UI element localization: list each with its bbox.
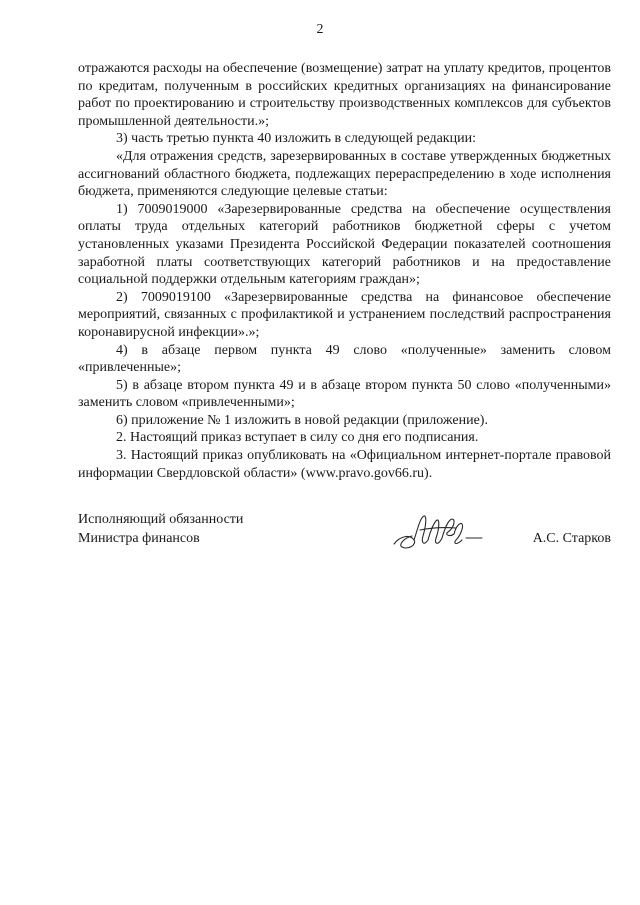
paragraph-quote-intro: «Для отражения средств, зарезервированных в составе утвержденных бюджетных ассигнований областного бюджета, подлежащих перераспределению в ходе исполнения бюджета, применяются следующие целевые статьи: bbox=[78, 148, 611, 200]
document-body bbox=[78, 60, 611, 482]
signatory-position-line1: Исполняющий обязанности bbox=[78, 512, 244, 527]
signatory-position bbox=[78, 510, 243, 548]
handwritten-signature bbox=[390, 510, 500, 554]
paragraph-item-6: 6) приложение № 1 изложить в новой редакции (приложение). bbox=[116, 412, 488, 428]
paragraph-item-4: 4) в абзаце первом пункта 49 слово «полученные» заменить словом «привлеченные»; bbox=[78, 342, 611, 376]
paragraph-clause-3: 3. Настоящий приказ опубликовать на «Официальном интернет-портале правовой информации Свердловской области» (www.pravo.gov66.ru). bbox=[78, 448, 611, 481]
paragraph-item-5: 5) в абзаце втором пункта 49 и в абзаце втором пункта 50 слово «полученными» заменить словом «привлеченными»; bbox=[78, 377, 611, 411]
paragraph-target-article-1: 1) 7009019000 «Зарезервированные средства на обеспечение осуществления оплаты труда отдельных категорий работников бюджетной сферы с учетом установленных указами Президента Российской Федерации показателей соотношения заработной платы соответствующих категорий работников и на предоставление социальной поддержки отдельным категориям граждан»; bbox=[78, 201, 611, 288]
signatory-name: А.С. Старков bbox=[532, 531, 611, 546]
signature-block bbox=[78, 510, 611, 560]
signatory-position-line2: Министра финансов bbox=[78, 531, 200, 546]
paragraph-continuation: отражаются расходы на обеспечение (возмещение) затрат на уплату кредитов, процентов по кредитам, полученным в российских кредитных организациях на финансирование работ по проектированию и строительству производственных комплексов для субъектов промышленной деятельности.»; bbox=[78, 61, 611, 129]
paragraph-clause-2: 2. Настоящий приказ вступает в силу со дня его подписания. bbox=[116, 430, 479, 446]
paragraph-target-article-2: 2) 7009019100 «Зарезервированные средства на финансовое обеспечение мероприятий, связанных с профилактикой и устранением последствий распространения коронавирусной инфекции».»; bbox=[78, 289, 611, 340]
paragraph-item-3: 3) часть третью пункта 40 изложить в следующей редакции: bbox=[116, 131, 476, 147]
page-number: 2 bbox=[316, 22, 324, 37]
